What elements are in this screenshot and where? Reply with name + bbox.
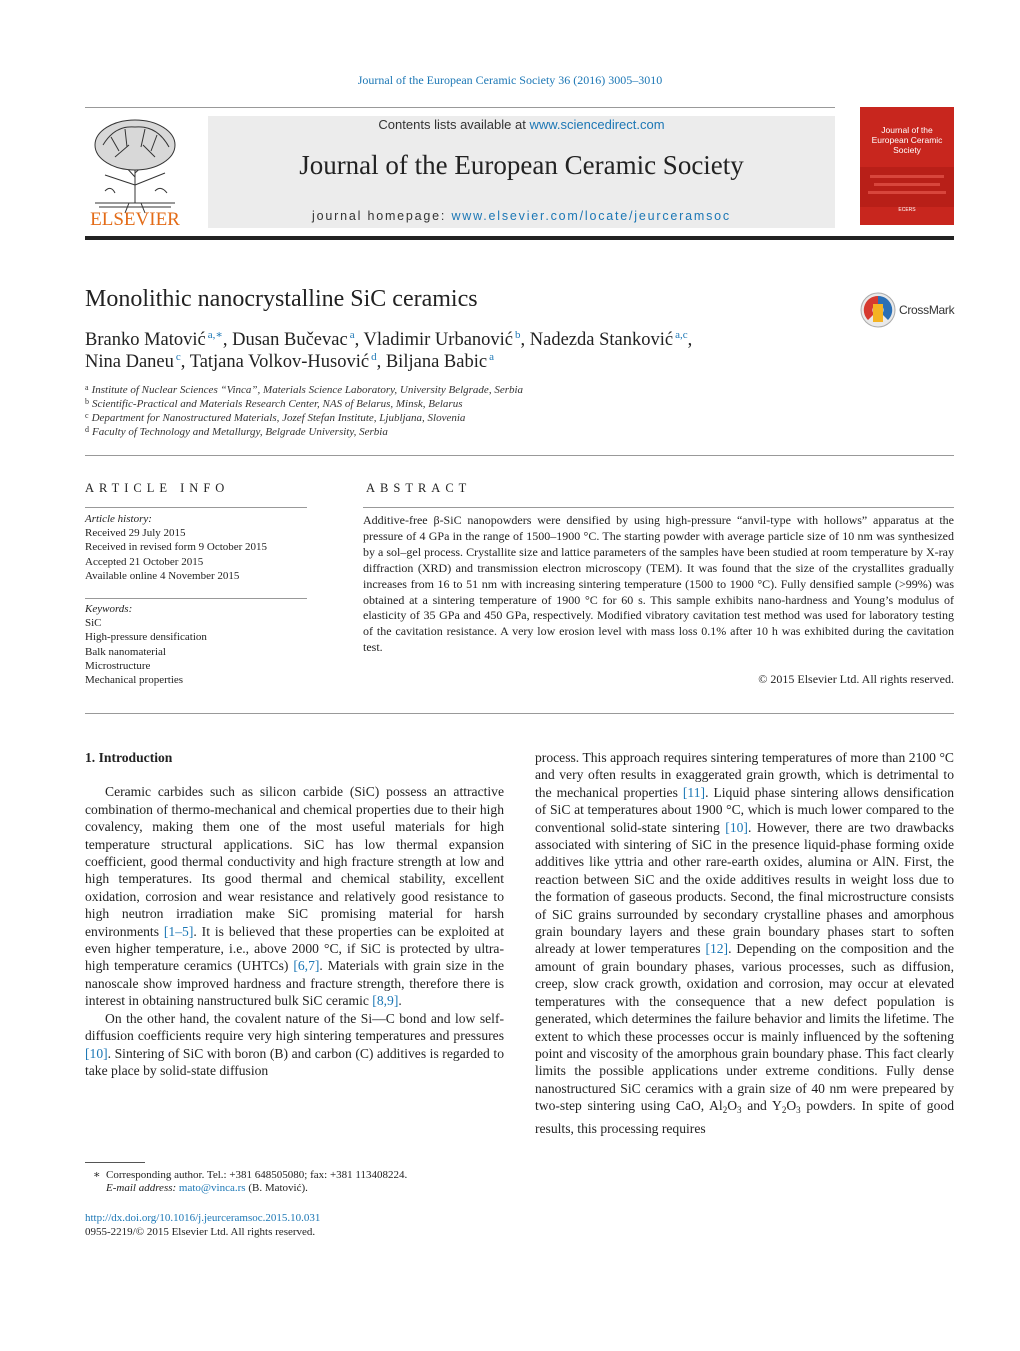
citation-link[interactable]: [10] [85,1045,108,1061]
journal-homepage-link[interactable]: www.elsevier.com/locate/jeurceramsoc [451,209,731,223]
keywords-list [85,602,207,687]
issn-copyright: 0955-2219/© 2015 Elsevier Ltd. All rights reserved. [85,1226,316,1238]
section-heading: 1. Introduction [85,750,173,765]
author-name[interactable]: Nadezda Stanković [529,330,674,350]
abstract-copyright: © 2015 Elsevier Ltd. All rights reserved. [758,672,954,686]
corresponding-author-note: ∗ Corresponding author. Tel.: +381 648505080; fax: +381 113408224. [93,1169,408,1181]
cover-ecers-badge: ECERS [898,207,916,213]
keyword: SiC [85,617,102,630]
crossmark-icon [859,291,897,329]
author-affiliation-mark[interactable]: d [371,351,377,363]
keywords-heading: Keywords: [85,603,133,615]
history-online: Available online 4 November 2015 [85,569,240,582]
divider [85,507,307,508]
author-affiliation-mark[interactable]: c [175,351,181,363]
footnote-rule [85,1162,145,1163]
affiliation-c: $^c$ Department for Nanostructured Materials, Jozef Stefan Institute, Ljubljana, Slovenia [85,411,466,424]
elsevier-logo [85,115,185,230]
keyword: Microstructure [85,659,151,672]
crossmark-badge[interactable] [859,291,959,329]
email-note: E-mail address: mato@vinca.rs (B. Matović). [106,1182,308,1194]
contents-line: Contents lists available at www.sciencedirect.com [378,117,665,132]
article-info-caption: ARTICLE INFO [85,481,230,495]
article-history [85,512,267,583]
history-accepted: Accepted 21 October 2015 [85,555,204,568]
body-paragraph: Ceramic carbides such as silicon carbide (SiC) possess an attractive combination of thermo-mechanical and chemical properties due to their high covalency, making them one of the most useful materials for high temperature structural applications. SiC has low thermal expansion coefficient, good thermal conductivity and high fracture strength at low and high temperatures. Its good thermal and chemical stability, excellent oxidation, corrosion and wear resistance and relatively good resistance to high neutron irradiation make SiC promising material for harsh environments [1–5]. It is believed that these properties can be exploited at even higher temperature, i.e., above 2000 °C, if SiC is protected by ultra-high temperature ceramics (UHTCs) [6,7]. Materials with grain size in the nanoscale show improved hardness and fracture strength, therefore there is interest in obtaining nanstructured bulk SiC ceramic [8,9]. [85,784,504,1009]
author-list-line-2: Nina Daneu $^c$, Tatjana Volkov-Husović $^d$, Biljana Babic $^a$ [85,351,494,372]
affiliation-b: $^b$ Scientific-Practical and Materials Research Center, NAS of Belarus, Minsk, Belarus [85,397,463,410]
keyword: Balk nanomaterial [85,645,166,658]
keyword: Mechanical properties [85,674,184,687]
divider [363,507,954,508]
author-name[interactable]: Nina Daneu [85,352,174,372]
author-affiliation-mark[interactable]: a [489,351,494,363]
author-affiliation-mark[interactable]: a [349,329,355,341]
body-paragraph: On the other hand, the covalent nature of the Si—C bond and low self-diffusion coefficients require very high sintering temperatures and pressures [10]. Sintering of SiC with boron (B) and carbon (C) additives is regarded to take place by solid-state diffusion [85,1010,504,1078]
divider [85,455,954,456]
body-column-right [535,749,954,1137]
affiliation-a: $^a$ Institute of Nuclear Sciences “Vinca”, Materials Science Laboratory, University Belgrade, Serbia [85,383,524,396]
citation-link[interactable]: [8,9] [372,993,399,1009]
journal-title: Journal of the European Ceramic Society [299,150,744,180]
author-name[interactable]: Biljana Babic [385,352,488,372]
author-name[interactable]: Tatjana Volkov-Husović [189,352,370,372]
author-list-line-1: Branko Matović $^{a,∗}$, Dusan Bučevac $^a$, Vladimir Urbanović $^b$, Nadezda Stanković $^{a,c}$, [85,329,693,350]
header-rule [85,107,835,108]
header-thick-rule [85,236,954,240]
author-affiliation-mark[interactable]: b [515,329,521,341]
history-received: Received 29 July 2015 [85,527,186,540]
citation-link[interactable]: [1–5] [163,923,194,939]
elsevier-wordmark: ELSEVIER [90,209,180,230]
citation-link[interactable]: [6,7] [293,958,320,974]
sciencedirect-link[interactable]: www.sciencedirect.com [529,117,665,132]
citation-link[interactable]: [11] [682,784,706,800]
affiliation-d: $^d$ Faculty of Technology and Metallurgy, Belgrade University, Serbia [85,425,388,438]
abstract-text: Additive-free β-SiC nanopowders were densified by using high-pressure “anvil-type with hollows” apparatus at the pressure of 4 GPa in the range of 1500–1900 °C. The starting powder with average particle size of 10 nm was synthesized by a sol–gel process. Crystallite size and lattice parameters of the samples have been studied at room temperature by X-ray diffraction (XRD) and transmission electron microscopy (TEM). It was found that the size of the crystallites gradually increases from 16 to 51 nm with increasing sintering temperature (1500 to 1900 °C). Fully densified sample (>99%) was obtained at a sintering temperature of 1900 °C for 60 s. This sample exhibits nano-hardness and Young’s modulus of elasticity of 35 GPa and 450 GPa, respectively. Modified vibratory cavitation test method was used for laboratory testing of the cavitation resistance. A very low erosion level with mass loss 0.1% after 10 h was exhibited during the cavitation test. [363,513,954,655]
citation-link[interactable]: [12] [705,941,729,957]
email-link[interactable]: mato@vinca.rs [178,1182,246,1194]
keyword: High-pressure densification [85,631,207,644]
journal-reference-link[interactable]: Journal of the European Ceramic Society 36 (2016) 3005–3010 [357,73,663,87]
journal-masthead [208,116,835,228]
author-affiliation-mark[interactable]: a,c [675,329,688,341]
author-name[interactable]: Vladimir Urbanović [363,330,514,350]
cover-title: Journal of the European Ceramic Society [871,125,943,155]
homepage-line: journal homepage: www.elsevier.com/locate/jeurceramsoc [312,209,731,223]
journal-cover-thumbnail[interactable] [860,107,954,225]
author-affiliation-mark[interactable]: a,∗ [207,329,223,341]
history-heading: Article history: [85,513,152,525]
history-revised: Received in revised form 9 October 2015 [85,541,268,554]
body-paragraph: process. This approach requires sintering temperatures of more than 2100 °C and very often results in exaggerated grain growth, which is detrimental to the mechanical properties [11]. Liquid phase sintering allows densification of SiC at temperatures about 1900 °C, which is much lower compared to the conventional solid-state sintering [10]. However, there are two drawbacks associated with sintering of SiC in the presence liquid-phase forming oxide additives like yttria and other rare-earth oxides, alumina or AlN. First, the reaction between SiC and the oxide additives results in weight loss due to the formation of gaseous products. Second, the final microstructure consists of SiC grains surrounded by secondary crystalline phases and amorphous grain boundary layers and these grain boundary phases start to soften already at lower temperatures [12]. Depending on the composition and the amount of grain boundary phases, various processes, such as diffusion, creep, slow crack growth, oxidation and corrosion, may occur at elevated temperatures with the consequence that a new defect population is generated, which determines the failure behavior and limits the lifetime. The extent to which these processes occur is mainly influenced by the softening point and viscosity of the amorphous grain boundary phase. This fact clearly limits the possible applications under extreme conditions. Fully dense nanostructured SiC ceramics with a grain size of 40 nm were prepeared by two-step sintering using CaO, $Al_2O_3$ and $Y_2O_3$ powders. In spite of good results, this processing requires [535,750,955,1136]
abstract-caption: ABSTRACT [366,481,472,495]
crossmark-label: CrossMark [899,303,955,317]
author-name[interactable]: Branko Matović [85,330,206,350]
cover-pattern [860,167,954,207]
body-column-left [85,749,504,1079]
citation-link[interactable]: [10] [725,819,748,835]
article-title: Monolithic nanocrystalline SiC ceramics [85,286,478,312]
doi-link[interactable]: http://dx.doi.org/10.1016/j.jeurceramsoc.2015.10.031 [85,1212,321,1224]
author-name[interactable]: Dusan Bučevac [232,330,348,350]
divider [85,713,954,714]
divider [85,598,307,599]
